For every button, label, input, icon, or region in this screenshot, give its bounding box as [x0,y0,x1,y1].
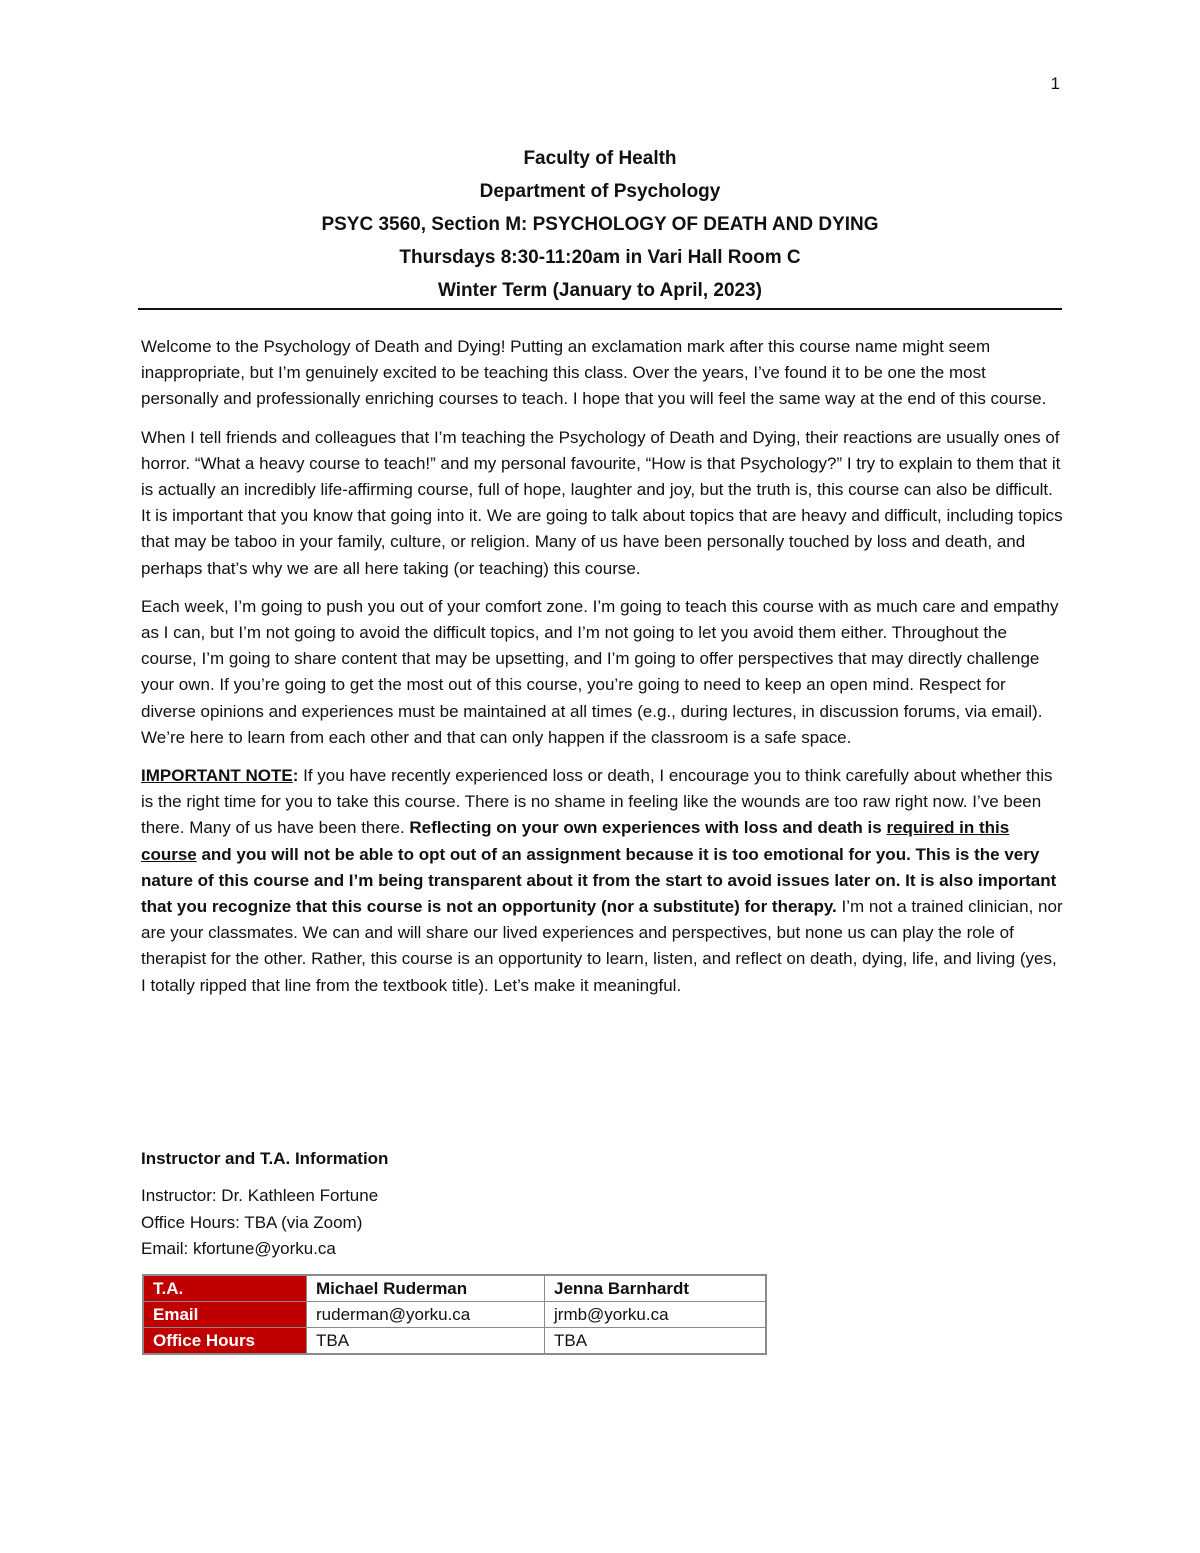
course-title: PSYC 3560, Section M: PSYCHOLOGY OF DEATH AND DYING [321,214,879,235]
intro-paragraph-reactions: When I tell friends and colleagues that I’m teaching the Psychology of Death and Dying, their reactions are usually ones of horror. “What a heavy course to teach!” and my personal favourite, “How is that Psychology?” I try to explain to them that it is actually an incredibly life-affirming course, full of hope, laughter and joy, but the truth is, this course can also be difficult. It is important that you know that going into it. We are going to talk about topics that are heavy and difficult, including topics that may be taboo in your family, culture, or religion. Many of us have been personally touched by loss and death, and perhaps that’s why we are all here taking (or teaching) this course. [141,427,1063,578]
important-note-label: IMPORTANT NOTE [141,766,293,786]
intro-paragraph-welcome: Welcome to the Psychology of Death and Dying! Putting an exclamation mark after this course name might seem inappropriate, but I’m genuinely excited to be teaching this class. Over the years, I’ve found it to be one the most personally and professionally enriching courses to teach. I hope that you will feel the same way at the end of this course. [141,337,1047,409]
document-header [138,142,1062,307]
important-note-colon: : [292,766,299,786]
important-note-bold-2: and you will not be able to opt out of an assignment because it is too emotional for you. This is the very nature of this course and I’m being transparent about it from the start to avoid issues later on. It is also important that you recognize that this course is not an opportunity (nor a substitute) for therapy. [141,844,1057,917]
ta2-name-cell: Jenna Barnhardt [545,1275,767,1302]
header-divider [138,308,1062,310]
important-note-required: required in this course [141,818,1010,864]
course-term: Winter Term (January to April, 2023) [438,280,762,301]
instructor-section-title: Instructor and T.A. Information [141,1149,389,1168]
table-row [143,1328,766,1355]
table-row [143,1302,766,1328]
office-hours-label-cell: Office Hours [143,1328,307,1355]
table-row [143,1275,766,1302]
ta1-name-cell: Michael Ruderman [307,1275,545,1302]
important-note-text-1: If you have recently experienced loss or death, I encourage you to think carefully about whether this is the right time for you to take this course. There is no shame in feeling like the wounds are too raw right now. I’ve been there. Many of us have been there. [141,766,1053,838]
instructor-name: Instructor: Dr. Kathleen Fortune [141,1186,379,1205]
important-note-paragraph [141,763,1065,999]
ta2-email-cell: jrmb@yorku.ca [545,1302,767,1328]
course-schedule: Thursdays 8:30-11:20am in Vari Hall Room C [399,247,801,268]
instructor-info [141,1183,378,1263]
ta1-office-cell: TBA [307,1328,545,1355]
email-label-cell: Email [143,1302,307,1328]
ta1-email-cell: ruderman@yorku.ca [307,1302,545,1328]
instructor-office-hours: Office Hours: TBA (via Zoom) [141,1212,363,1232]
course-introduction [141,334,1065,1011]
instructor-email: Email: kfortune@yorku.ca [141,1239,336,1258]
ta-label-cell: T.A. [143,1275,307,1302]
faculty-title: Faculty of Health [523,148,677,169]
important-note-bold-1: Reflecting on your own experiences with loss and death is [409,818,887,838]
important-note-text-2: I’m not a trained clinician, nor are your classmates. We can and will share our lived experiences and perspectives, but none us can play the role of therapist for the other. Rather, this course is an opportunity to learn, listen, and reflect on death, dying, life, and living (yes, I totally ripped that line from the textbook title). Let’s make it meaningful. [141,897,1063,995]
page-number: 1 [1050,74,1060,93]
ta-table [142,1274,767,1355]
ta2-office-cell: TBA [545,1328,767,1355]
intro-paragraph-comfort-zone: Each week, I’m going to push you out of your comfort zone. I’m going to teach this course with as much care and empathy as I can, but I’m not going to avoid the difficult topics, and I’m not going to let you avoid them either. Throughout the course, I’m going to share content that may be upsetting, and I’m going to offer perspectives that may directly challenge your own. If you’re going to get the most out of this course, you’re going to need to keep an open mind. Respect for diverse opinions and experiences must be maintained at all times (e.g., during lectures, in discussion forums, via email). We’re here to learn from each other and that can only happen if the classroom is a safe space. [141,596,1059,747]
department-title: Department of Psychology [479,181,721,202]
